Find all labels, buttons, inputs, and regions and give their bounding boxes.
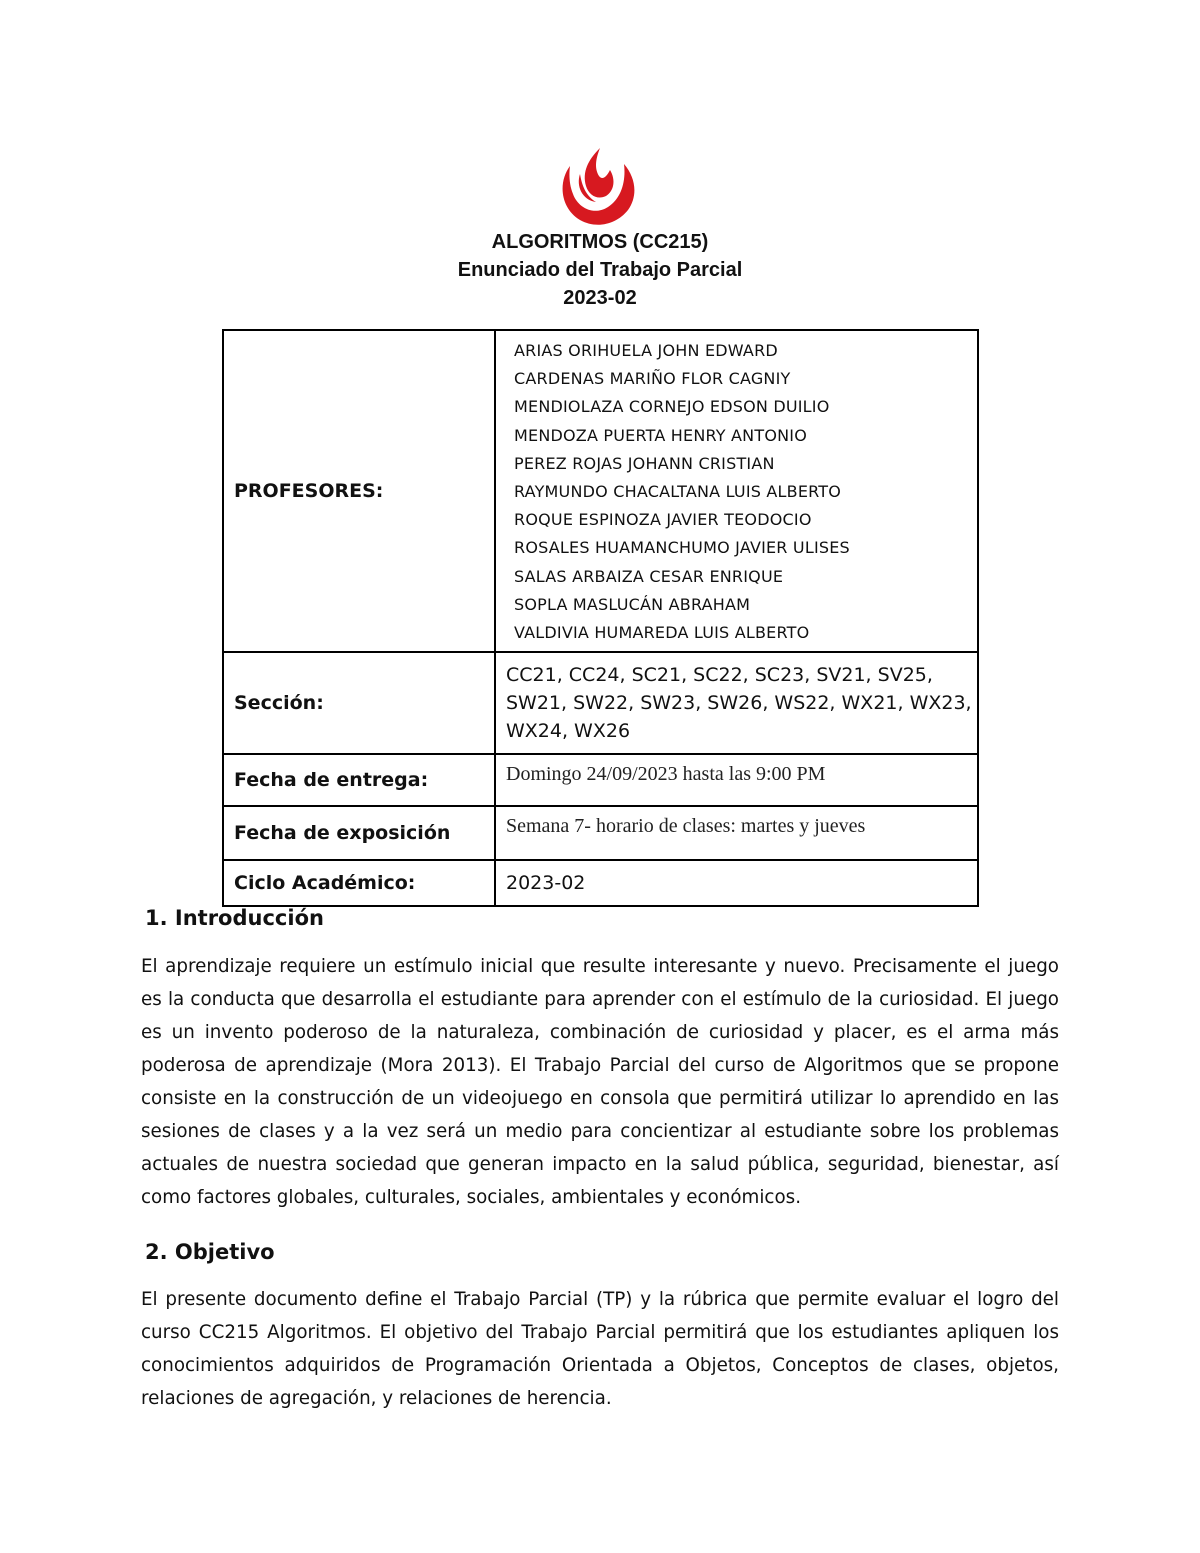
objective-paragraph: El presente documento define el Trabajo Parcial (TP) y la rúbrica que permite evaluar el logro del curso CC215 Algoritmos. El objetivo del Trabajo Parcial permitirá que los estudiantes apliquen los conocimientos adquiridos de Programación Orientada a Objetos, Conceptos de clases, objetos, relaciones de agregación, y relaciones de herencia. bbox=[141, 1289, 1059, 1409]
intro-paragraph: El aprendizaje requiere un estímulo inicial que resulte interesante y nuevo. Precisamente el juego es la conducta que desarrolla el estudiante para aprender con el estímulo de la curiosidad. El juego es un invento poderoso de la naturaleza, combinación de curiosidad y placer, es el arma más poderosa de aprendizaje (Mora 2013). El Trabajo Parcial del curso de Algoritmos que se propone consiste en la construcción de un videojuego en consola que permitirá utilizar lo aprendido en las sesiones de clases y a la vez será un medio para concientizar al estudiante sobre los problemas actuales de nuestra sociedad que generan impacto en la salud pública, seguridad, bienestar, así como factores globales, culturales, sociales, ambientales y económicos. bbox=[141, 956, 1059, 1208]
exposition-label: Fecha de exposición bbox=[223, 806, 495, 860]
delivery-value: Domingo 24/09/2023 hasta las 9:00 PM bbox=[495, 754, 978, 806]
cycle-label: Ciclo Académico: bbox=[223, 860, 495, 906]
professors-list bbox=[506, 331, 977, 651]
cycle-value: 2023-02 bbox=[495, 860, 978, 906]
academic-period: 2023-02 bbox=[563, 287, 637, 309]
section-label: Sección: bbox=[223, 652, 495, 754]
section-row bbox=[223, 652, 978, 754]
section-cell bbox=[495, 652, 978, 754]
professor-name: VALDIVIA HUMAREDA LUIS ALBERTO bbox=[514, 623, 810, 643]
professor-name: SOPLA MASLUCÁN ABRAHAM bbox=[514, 594, 751, 614]
professors-cell bbox=[495, 330, 978, 652]
section-codes: CC21, CC24, SC21, SC22, SC23, SV21, SV25, SW21, SW22, SW23, SW26, WS22, WX21, WX23, WX24, WX26 bbox=[506, 664, 972, 743]
cycle-row bbox=[223, 860, 978, 906]
document-subtitle: Enunciado del Trabajo Parcial bbox=[457, 259, 743, 281]
course-title: ALGORITMOS (CC215) bbox=[491, 231, 709, 253]
exposition-value: Semana 7- horario de clases: martes y jueves bbox=[495, 806, 978, 860]
upc-flame-logo bbox=[556, 146, 638, 226]
professor-name: ROSALES HUAMANCHUMO JAVIER ULISES bbox=[514, 538, 850, 558]
info-table bbox=[222, 329, 979, 907]
professor-name: MENDIOLAZA CORNEJO EDSON DUILIO bbox=[514, 397, 830, 417]
intro-heading: 1. Introducción bbox=[145, 906, 324, 930]
delivery-label: Fecha de entrega: bbox=[223, 754, 495, 806]
delivery-row bbox=[223, 754, 978, 806]
professor-name: ROQUE ESPINOZA JAVIER TEODOCIO bbox=[514, 510, 812, 530]
professor-name: CARDENAS MARIÑO FLOR CAGNIY bbox=[514, 369, 791, 389]
professor-name: ARIAS ORIHUELA JOHN EDWARD bbox=[514, 341, 778, 360]
professor-name: RAYMUNDO CHACALTANA LUIS ALBERTO bbox=[514, 482, 842, 502]
objective-heading: 2. Objetivo bbox=[145, 1240, 275, 1264]
exposition-row bbox=[223, 806, 978, 860]
professor-name: PEREZ ROJAS JOHANN CRISTIAN bbox=[514, 453, 775, 473]
professors-row bbox=[223, 330, 978, 652]
document-header bbox=[300, 228, 900, 312]
professor-name: MENDOZA PUERTA HENRY ANTONIO bbox=[514, 425, 807, 445]
professor-name: SALAS ARBAIZA CESAR ENRIQUE bbox=[514, 566, 784, 586]
professors-label: PROFESORES: bbox=[223, 330, 495, 652]
